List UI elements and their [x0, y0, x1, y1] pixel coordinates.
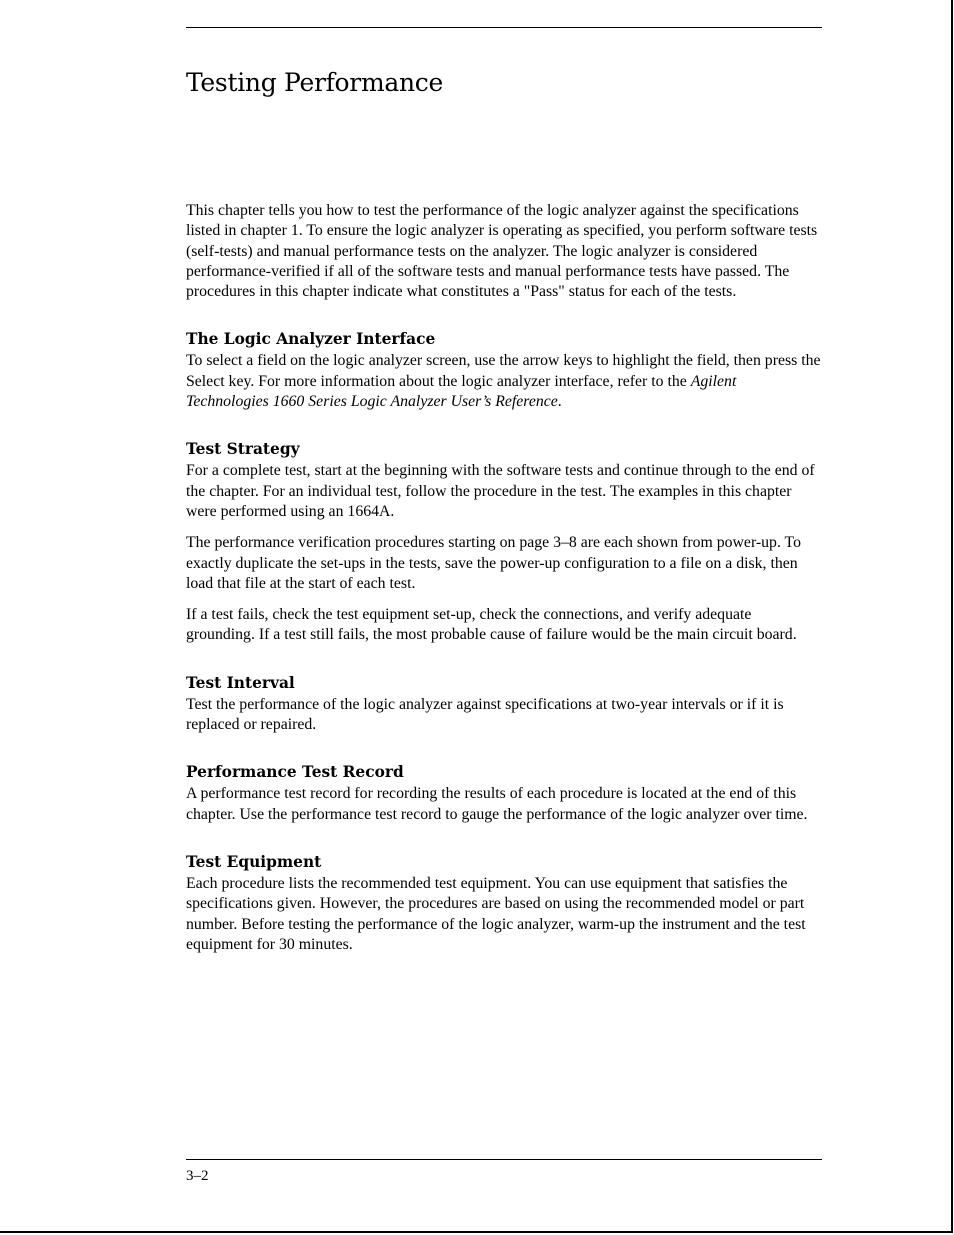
section-paragraph-test-strategy-2: The performance verification procedures starting on page 3–8 are each shown from power-up. To exactly duplicate the set-ups in the tests, save the power-up configuration to a file on a disk, then load that file at the start of each test.	[186, 534, 802, 592]
section-heading-performance-test-record: Performance Test Record	[186, 763, 404, 782]
section-heading-test-strategy: Test Strategy	[186, 440, 300, 459]
section-paragraph-performance-test-record: A performance test record for recording the results of each procedure is located at the end of this chapter. Use the performance test record to gauge the performance of the logic analyzer over time.	[186, 785, 808, 823]
page-title: Testing Performance	[186, 68, 443, 97]
section-paragraph-test-interval: Test the performance of the logic analyzer against specifications at two-year intervals or if it is replaced or repaired.	[186, 695, 784, 734]
header-rule	[186, 27, 822, 28]
page-border-bottom	[0, 1231, 953, 1233]
intro-paragraph: This chapter tells you how to test the performance of the logic analyzer against the specifications listed in chapter 1. To ensure the logic analyzer is operating as specified, you perform software tests (self-tests) and manual performance tests on the analyzer. The logic analyzer is considered performance-verified if all of the software tests and manual performance tests have passed. The procedures in this chapter indicate what constitutes a "Pass" status for each of the tests.	[186, 202, 818, 301]
footer-rule	[186, 1159, 822, 1160]
section-heading-test-equipment: Test Equipment	[186, 852, 322, 871]
section-heading-logic-analyzer-interface: The Logic Analyzer Interface	[186, 330, 436, 349]
page-border-right	[951, 0, 953, 1233]
section-paragraph-test-equipment: Each procedure lists the recommended test equipment. You can use equipment that satisfies the specifications given. However, the procedures are based on using the recommended model or part number. Before testing the performance of the logic analyzer, warm-up the instrument and the test equipment for 30 minutes.	[186, 874, 806, 953]
section-paragraph-logic-analyzer-interface	[186, 351, 822, 412]
section-heading-test-interval: Test Interval	[186, 673, 295, 692]
manual-reference-title: Agilent Technologies 1660 Series Logic Analyzer User’s Reference	[186, 372, 737, 411]
paragraph-text: .	[557, 393, 562, 411]
page-number: 3–2	[186, 1168, 209, 1184]
section-paragraph-test-strategy-3: If a test fails, check the test equipment set-up, check the connections, and verify adequate grounding. If a test still fails, the most probable cause of failure would be the main circuit board.	[186, 606, 797, 644]
paragraph-text: To select a field on the logic analyzer screen, use the arrow keys to highlight the field, then press the Select key. For more information about the logic analyzer interface, refer to the	[186, 352, 821, 390]
main-content	[186, 201, 822, 955]
section-paragraph-test-strategy-1: For a complete test, start at the beginning with the software tests and continue through to the end of the chapter. For an individual test, follow the procedure in the test. The examples in this chapter were performed using an 1664A.	[186, 462, 815, 520]
